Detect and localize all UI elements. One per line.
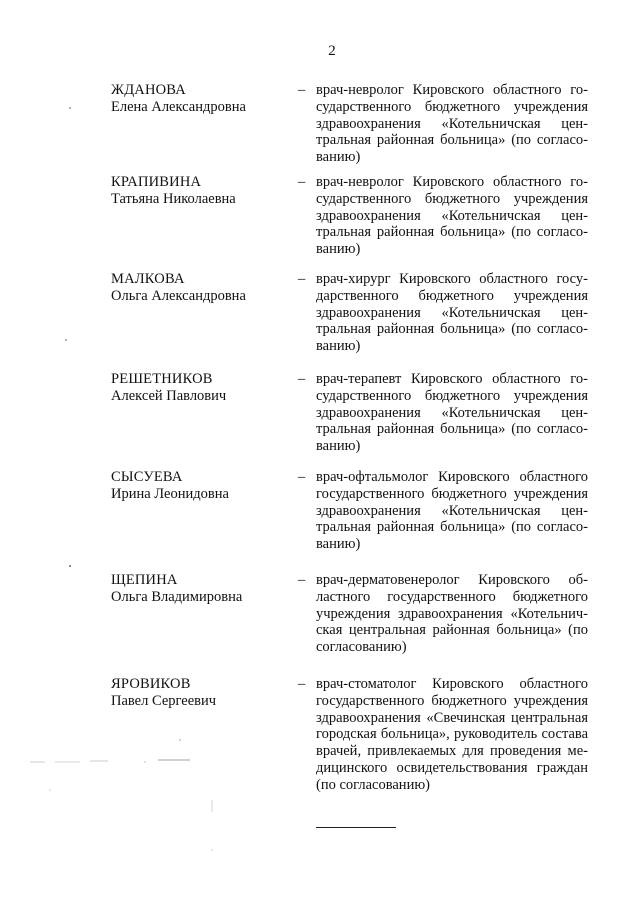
member-role: врач-хирург Кировского областного государственного бюджетного учреждения здравоохранения «Котельничская центральная районная больница» (по согласованию) [316, 271, 588, 355]
member-name [111, 82, 286, 116]
member-given-names: Ольга Владимировна [111, 589, 243, 605]
member-surname: ЯРОВИКОВ [111, 676, 191, 692]
member-role: врач-офтальмолог Кировского областного государственного бюджетного учреждения здравоохранения «Котельничская центральная районная больница» (по согласованию) [316, 469, 588, 553]
member-name [111, 174, 286, 208]
member-name [111, 676, 286, 710]
member-given-names: Татьяна Николаевна [111, 191, 236, 207]
separator-dash: – [298, 572, 306, 588]
member-given-names: Павел Сергеевич [111, 693, 217, 709]
member-surname: КРАПИВИНА [111, 174, 202, 190]
member-surname: ЩЕПИНА [111, 572, 178, 588]
member-role: врач-невролог Кировского областного государственного бюджетного учреждения здравоохранения «Котельничская центральная районная больница» (по согласованию) [316, 174, 588, 258]
scan-speck [69, 565, 71, 567]
separator-dash: – [298, 469, 306, 485]
member-name [111, 371, 286, 405]
scan-speck [49, 789, 50, 790]
member-given-names: Ольга Александровна [111, 288, 246, 304]
member-given-names: Алексей Павлович [111, 388, 227, 404]
separator-dash: – [298, 676, 306, 692]
scan-speck [65, 339, 67, 341]
scan-speck [69, 107, 71, 109]
member-role: врач-терапевт Кировского областного государственного бюджетного учреждения здравоохранения «Котельничская центральная районная больница» (по согласованию) [316, 371, 588, 455]
member-given-names: Елена Александровна [111, 99, 246, 115]
separator-dash: – [298, 82, 306, 98]
member-surname: МАЛКОВА [111, 271, 185, 287]
page-number: 2 [328, 43, 336, 59]
member-role: врач-стоматолог Кировского областного государственного бюджетного учреждения здравоохранения «Свечинская центральная городская больница», руководитель состава врачей, привлекаемых для проведения медицинского освидетельствования граждан (по согласованию) [316, 676, 588, 793]
separator-dash: – [298, 271, 306, 287]
member-role: врач-невролог Кировского областного государственного бюджетного учреждения здравоохранения «Котельничская центральная районная больница» (по согласованию) [316, 82, 588, 166]
closing-rule [316, 827, 396, 828]
member-role: врач-дерматовенеролог Кировского областного государственного бюджетного учреждения здравоохранения «Котельничская центральная районная больница» (по согласованию) [316, 572, 588, 656]
separator-dash: – [298, 174, 306, 190]
member-name [111, 572, 286, 606]
member-surname: ЖДАНОВА [111, 82, 186, 98]
scan-speck [144, 761, 145, 762]
member-surname: СЫСУЕВА [111, 469, 183, 485]
separator-dash: – [298, 371, 306, 387]
scan-speck [179, 739, 180, 740]
member-given-names: Ирина Леонидовна [111, 486, 229, 502]
member-name [111, 469, 286, 503]
scan-speck [211, 849, 212, 850]
member-name [111, 271, 286, 305]
member-surname: РЕШЕТНИКОВ [111, 371, 213, 387]
